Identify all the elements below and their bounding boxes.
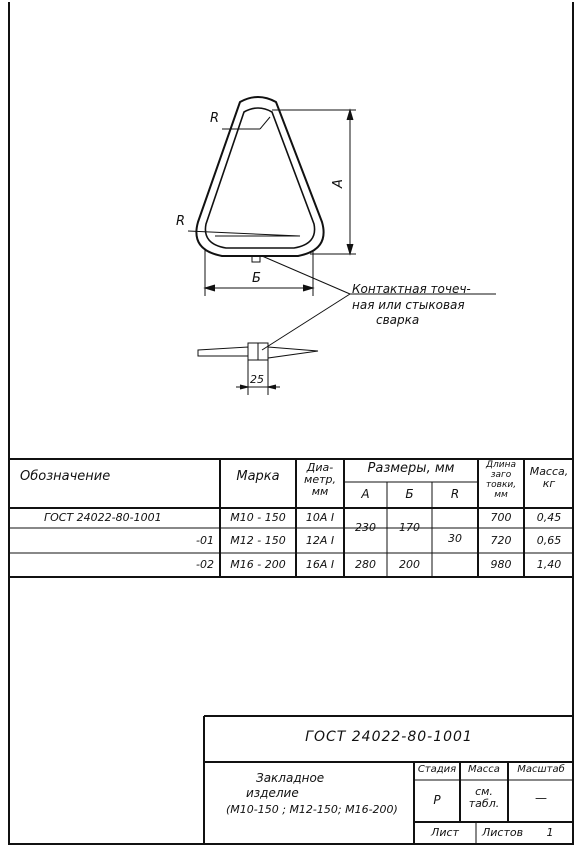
title-scale-label: Масштаб [517, 764, 565, 775]
rows12-dim-a: 230 [355, 521, 376, 534]
dimension-b-label: Б [252, 271, 261, 286]
row3-grade: М16 - 200 [230, 558, 286, 571]
dimension-25-label: 25 [250, 373, 264, 386]
title-stage-value: Р [433, 793, 441, 807]
row3-diameter: 16А I [305, 558, 335, 571]
title-document-code: ГОСТ 24022-80-1001 [305, 729, 473, 745]
side-view-plate [198, 347, 248, 356]
all-rows-dim-r: 30 [448, 532, 462, 545]
dimension-a-label: А [330, 179, 346, 188]
title-name-line2: изделие [246, 786, 299, 800]
weld-note-line1: Контактная точеч- [352, 282, 471, 296]
row2-mass: 0,65 [536, 534, 562, 547]
header-dim-a: А [361, 487, 370, 501]
title-mass-value: см. табл. [468, 785, 500, 810]
row2-designation: -01 [196, 534, 214, 547]
row2-grade: М12 - 150 [230, 534, 286, 547]
weld-note-line3: сварка [376, 313, 420, 327]
row1-length: 700 [490, 511, 512, 524]
title-mass-label: Масса [468, 764, 500, 775]
header-designation: Обозначение [20, 469, 111, 484]
header-dim-r: R [450, 487, 460, 501]
rows12-dim-b: 170 [399, 521, 420, 534]
row1-designation: ГОСТ 24022-80-1001 [44, 511, 162, 524]
row1-diameter: 10А I [305, 511, 335, 524]
title-name-line3: (М10-150 ; М12-150; М16-200) [226, 803, 398, 816]
row2-length: 720 [490, 534, 512, 547]
row3-length: 980 [490, 558, 512, 571]
row3-mass: 1,40 [536, 558, 562, 571]
row3-dim-a: 280 [355, 558, 376, 571]
header-diameter: Диа- метр, мм [304, 461, 336, 498]
header-dimensions: Размеры, мм [367, 461, 455, 476]
title-sheet-label: Лист [431, 826, 459, 839]
row2-diameter: 12А I [305, 534, 335, 547]
title-sheets-label: Листов [482, 826, 524, 839]
row1-mass: 0,45 [536, 511, 562, 524]
title-name-line1: Закладное [256, 771, 325, 785]
row3-designation: -02 [196, 558, 214, 571]
radius-label-top: R [210, 111, 220, 126]
weld-note-line2: ная или стыковая [352, 298, 465, 312]
row3-dim-b: 200 [399, 558, 420, 571]
title-scale-value: — [535, 791, 547, 805]
radius-label-bottom: R [176, 214, 186, 229]
title-sheets-value: 1 [546, 826, 554, 839]
title-stage-label: Стадия [417, 764, 457, 775]
header-mass: Масса, кг [529, 465, 569, 490]
row1-grade: М10 - 150 [230, 511, 286, 524]
radius-leader-bottom [188, 231, 300, 236]
header-grade: Марка [236, 469, 280, 484]
header-dim-b: Б [405, 487, 414, 501]
header-blank-length: Длина заго товки, мм [485, 460, 517, 500]
